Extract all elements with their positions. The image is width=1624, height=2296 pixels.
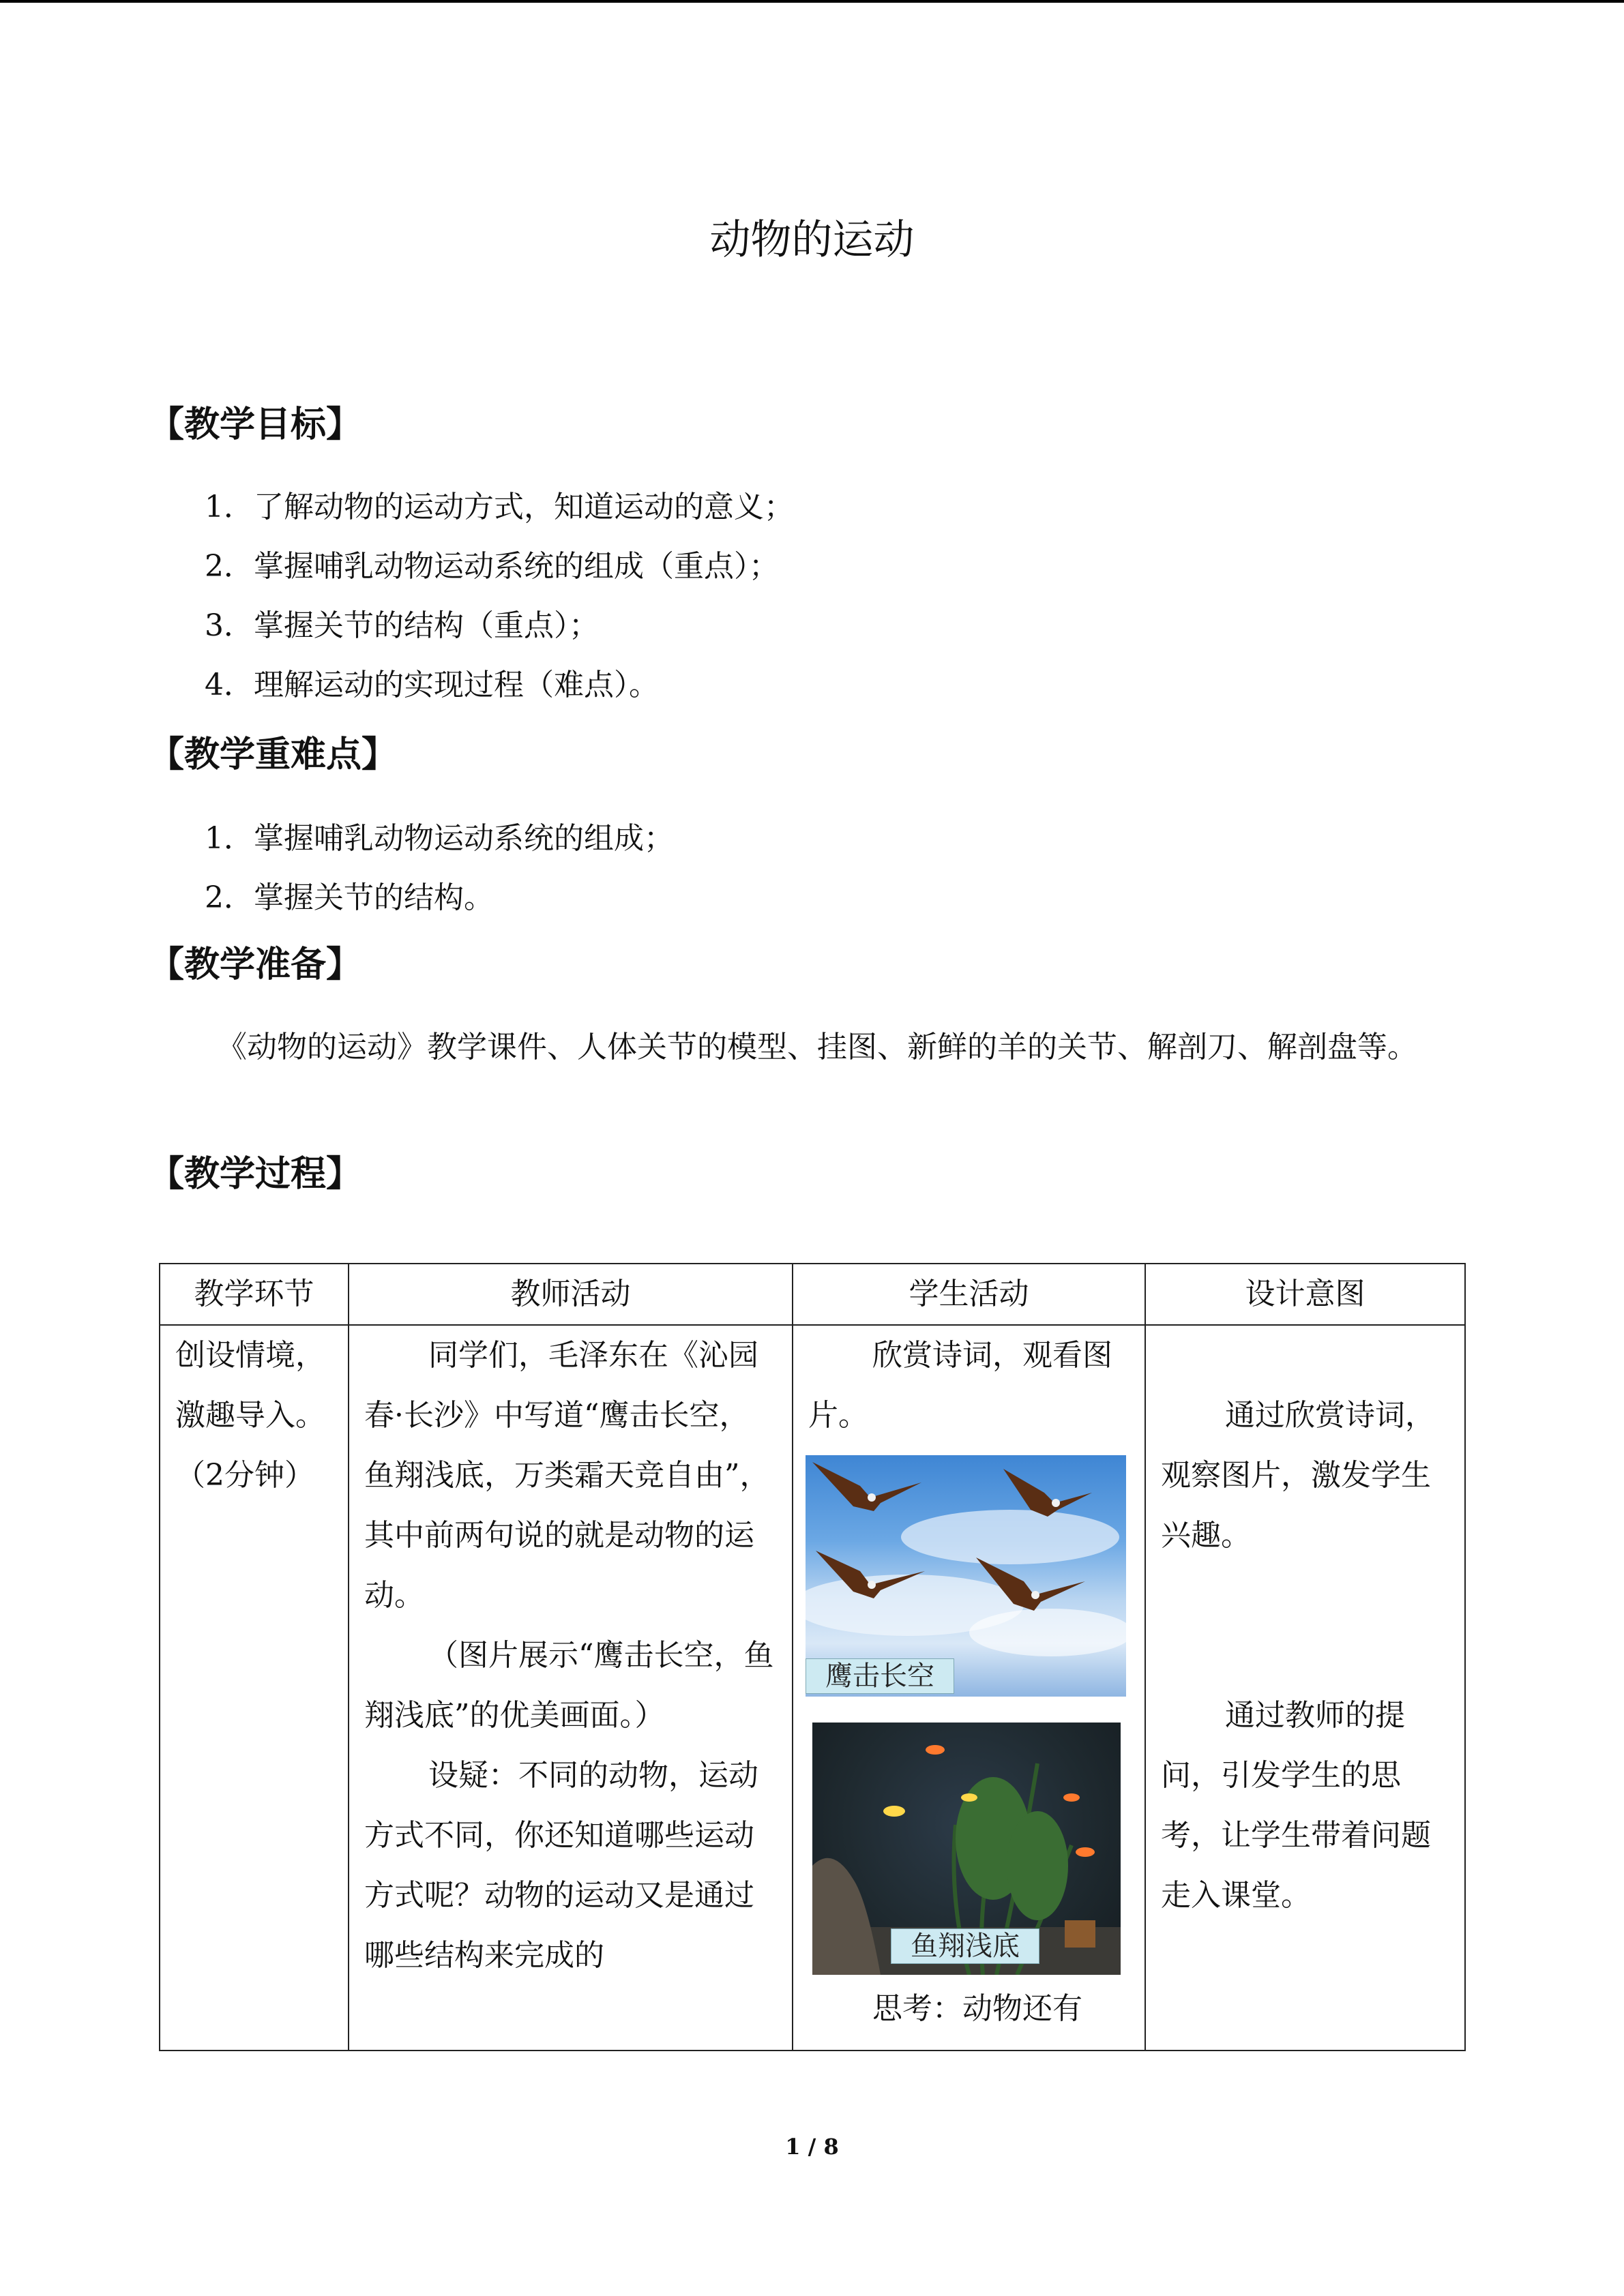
stage-text: 创设情境，激趣导入。（2分钟） xyxy=(175,1338,325,1493)
intent-paragraph: 通过教师的提问，引发学生的思考，让学生带着问题走入课堂。 xyxy=(1161,1698,1431,1913)
fish-image-caption: 鱼翔浅底 xyxy=(891,1928,1039,1964)
objective-item: 4．理解运动的实现过程（难点）。 xyxy=(205,668,659,702)
header-student-activity: 学生活动 xyxy=(793,1264,1145,1325)
cell-teacher-activity xyxy=(349,1325,793,2051)
page-number: 1 / 8 xyxy=(785,2134,839,2160)
key-point-item: 1．掌握哺乳动物运动系统的组成； xyxy=(205,821,674,856)
student-paragraph: 欣赏诗词，观看图片。 xyxy=(808,1338,1112,1433)
teacher-paragraph: 设疑：不同的动物，运动方式不同，你还知道哪些运动方式呢？动物的运动又是通过哪些结构来完成的 xyxy=(364,1758,758,1973)
header-stage: 教学环节 xyxy=(160,1264,349,1325)
eagle-sky-image xyxy=(806,1455,1126,1697)
cell-design-intent xyxy=(1145,1325,1465,2051)
key-point-item: 2．掌握关节的结构。 xyxy=(205,880,494,915)
preparation-text xyxy=(149,1017,1462,1077)
page-top-border xyxy=(0,0,1624,3)
header-teacher-activity: 教师活动 xyxy=(349,1264,793,1325)
intent-paragraph: 通过欣赏诗词，观察图片，激发学生兴趣。 xyxy=(1161,1398,1435,1553)
cell-student-activity xyxy=(793,1325,1145,2051)
student-paragraph: 思考：动物还有 xyxy=(872,1991,1082,2026)
preparation-text-content: 《动物的运动》教学课件、人体关节的模型、挂图、新鲜的羊的关节、解剖刀、解剖盘等。 xyxy=(217,1030,1417,1064)
lesson-process-table xyxy=(159,1263,1466,2051)
header-design-intent: 设计意图 xyxy=(1145,1264,1465,1325)
teacher-paragraph: （图片展示“鹰击长空，鱼翔浅底”的优美画面。） xyxy=(364,1638,774,1733)
objective-item: 1．了解动物的运动方式，知道运动的意义； xyxy=(205,490,794,524)
heading-objectives: 【教学目标】 xyxy=(149,404,362,445)
table-row xyxy=(160,1325,1465,2051)
heading-preparation: 【教学准备】 xyxy=(149,944,362,985)
cell-stage xyxy=(160,1325,349,2051)
fish-water-image xyxy=(812,1723,1121,1975)
objective-item: 3．掌握关节的结构（重点）； xyxy=(205,608,599,643)
heading-process: 【教学过程】 xyxy=(149,1153,362,1195)
objective-item: 2．掌握哺乳动物运动系统的组成（重点）； xyxy=(205,549,779,584)
teacher-paragraph: 同学们，毛泽东在《沁园春·长沙》中写道“鹰击长空，鱼翔浅底，万类霜天竞自由”，其中前两句说的就是动物的运动。 xyxy=(364,1338,770,1613)
table-header-row xyxy=(160,1264,1465,1325)
eagle-image-caption: 鹰击长空 xyxy=(806,1658,954,1694)
heading-key-points: 【教学重难点】 xyxy=(149,734,398,775)
document-title: 动物的运动 xyxy=(709,216,915,264)
